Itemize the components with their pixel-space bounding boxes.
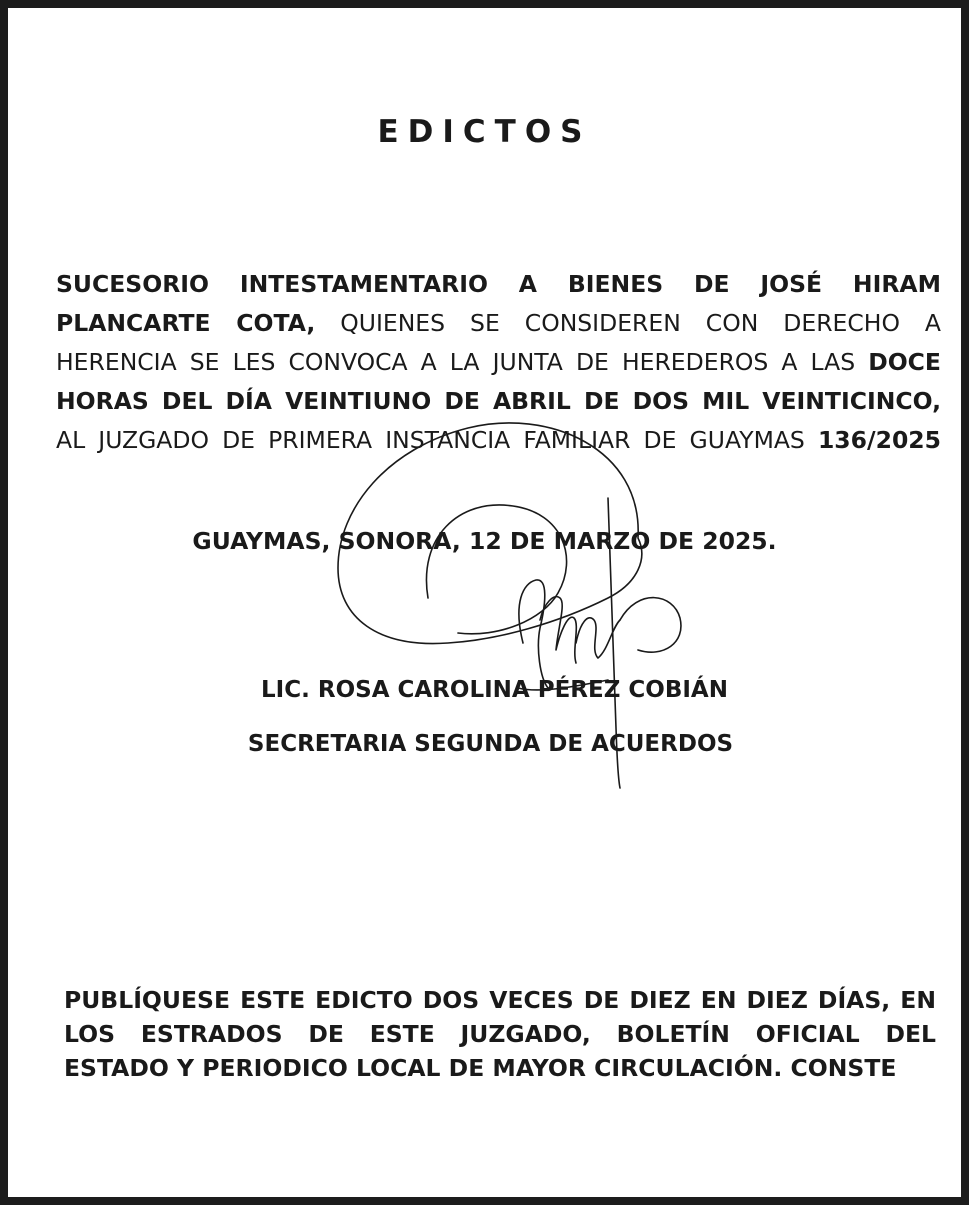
notice-line: LOS ESTRADOS DE ESTE JUZGADO, BOLETÍN OFICIAL DEL [64,1020,936,1048]
body-segment: QUIENES SE CONSIDEREN CON DERECHO A [315,309,941,337]
publication-notice [64,983,936,1085]
body-line [56,304,941,343]
body-segment: 136/2025 [817,426,941,454]
body-line [56,343,941,382]
body-line [56,382,941,421]
document-title: EDICTOS [377,114,592,150]
notice-line: ESTADO Y PERIODICO LOCAL DE MAYOR CIRCULACIÓN. CONSTE [64,1054,897,1082]
body-segment: HERENCIA SE LES CONVOCA A LA JUNTA DE HEREDEROS A LAS [56,348,869,376]
body-segment: DOCE [868,348,941,376]
body-line [56,265,941,304]
body-line [56,421,941,460]
edict-body [56,265,941,460]
body-segment: SUCESORIO INTESTAMENTARIO A BIENES DE JOSÉ HIRAM [56,270,941,298]
body-segment: AL JUZGADO DE PRIMERA INSTANCIA FAMILIAR DE GUAYMAS [56,426,818,454]
body-segment: HORAS DEL DÍA VEINTIUNO DE ABRIL DE DOS MIL VEINTICINCO, [56,387,941,415]
signer-title: SECRETARIA SEGUNDA DE ACUERDOS [247,731,734,757]
place-and-date: GUAYMAS, SONORA, 12 DE MARZO DE 2025. [192,527,777,555]
body-segment: PLANCARTE COTA, [56,309,316,337]
signer-name: LIC. ROSA CAROLINA PÉREZ COBIÁN [261,677,728,703]
notice-line: PUBLÍQUESE ESTE EDICTO DOS VECES DE DIEZ EN DIEZ DÍAS, EN [64,986,936,1014]
